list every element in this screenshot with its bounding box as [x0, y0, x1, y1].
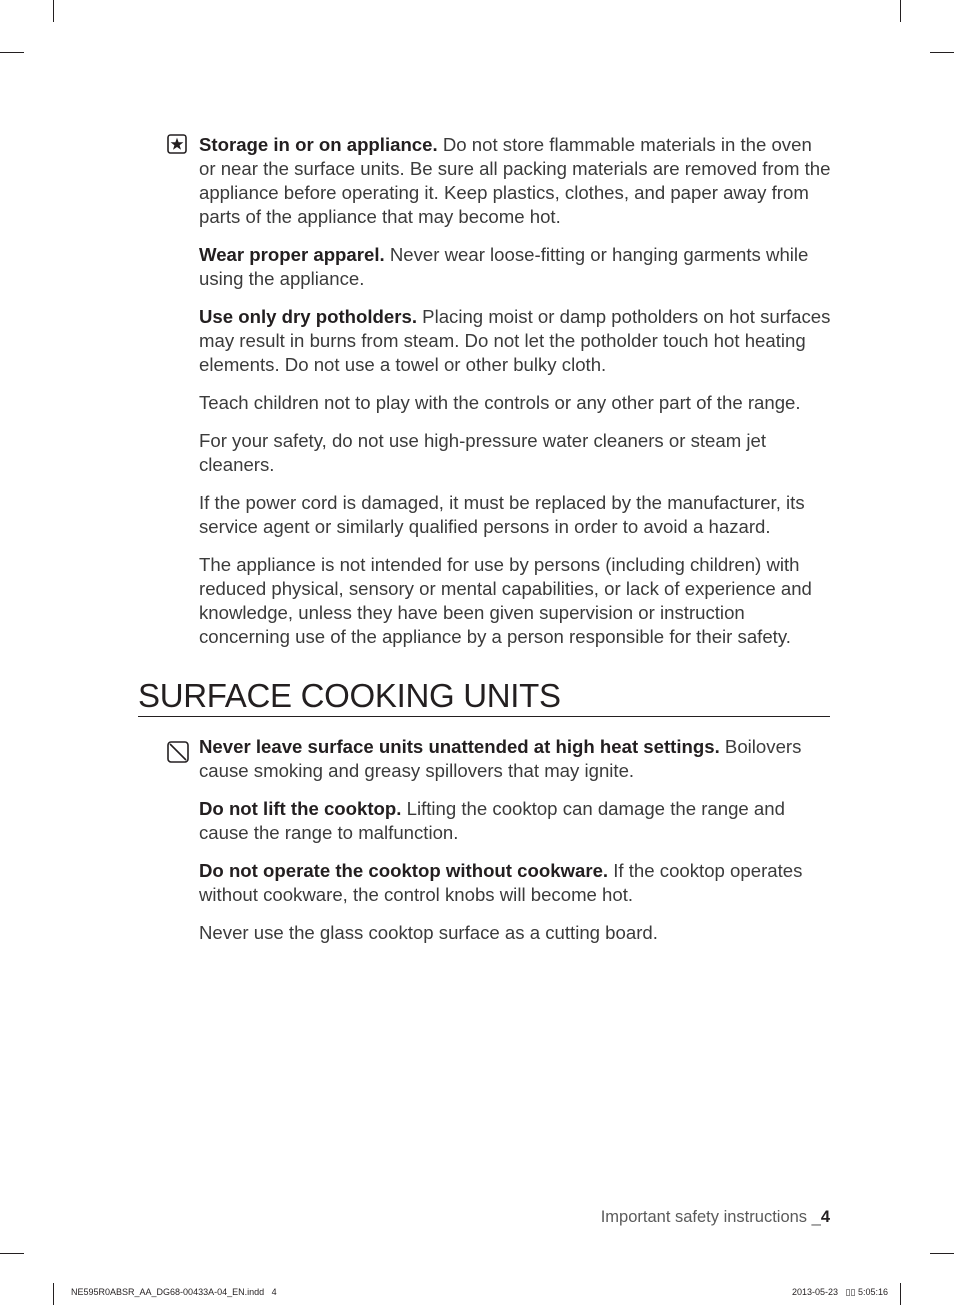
- crop-mark: [930, 52, 954, 53]
- section-paragraph: Never use the glass cooktop surface as a cutting board.: [199, 922, 658, 943]
- page-footer: [601, 1208, 830, 1227]
- slug-file: NE595R0ABSR_AA_DG68-00433A-04_EN.indd 4: [71, 1287, 277, 1297]
- footer-label: Important safety instructions _: [600, 1208, 821, 1226]
- caution-paragraph: If the power cord is damaged, it must be replaced by the manufacturer, its service agent or similarly qualified persons in order to avoid a hazard.: [199, 492, 805, 537]
- caution-paragraph: Use only dry potholders. Placing moist or damp potholders on hot surfaces may result in burns from steam. Do not let the potholder touch hot heating elements. Do not use a towel or other bulky cloth.: [199, 306, 831, 375]
- prohibited-icon: [167, 741, 189, 763]
- section-rule: [138, 716, 830, 717]
- caution-paragraph: Teach children not to play with the controls or any other part of the range.: [199, 392, 801, 413]
- crop-mark: [0, 52, 24, 53]
- crop-mark: [0, 1253, 24, 1254]
- star-icon: [167, 134, 187, 154]
- slug-timestamp: 2013-05-23 ▯▯ 5:05:16: [792, 1287, 888, 1297]
- crop-mark: [53, 0, 54, 22]
- caution-paragraph: Wear proper apparel. Never wear loose-fitting or hanging garments while using the appliance.: [199, 244, 809, 289]
- surface-units-block: [199, 735, 831, 959]
- caution-block: [199, 133, 831, 663]
- crop-mark: [900, 0, 901, 22]
- caution-paragraph: For your safety, do not use high-pressure water cleaners or steam jet cleaners.: [199, 430, 767, 475]
- caution-paragraph: The appliance is not intended for use by persons (including children) with reduced physical, sensory or mental capabilities, or lack of experience and knowledge, unless they have been given supervision or instruction concerning use of the appliance by a person responsible for their safety.: [199, 554, 812, 647]
- page-number: 4: [820, 1208, 830, 1226]
- section-title: SURFACE COOKING UNITS: [138, 677, 561, 714]
- caution-paragraph: Storage in or on appliance. Do not store flammable materials in the oven or near the surface units. Be sure all packing materials are removed from the appliance before operating it. Keep plastics, clothes, and paper away from parts of the appliance that may become hot.: [199, 134, 831, 227]
- crop-mark: [900, 1283, 901, 1305]
- section-paragraph: Do not operate the cooktop without cookware. If the cooktop operates without cookware, the control knobs will become hot.: [199, 860, 803, 905]
- crop-mark: [53, 1283, 54, 1305]
- section-paragraph: Do not lift the cooktop. Lifting the cooktop can damage the range and cause the range to malfunction.: [199, 798, 785, 843]
- crop-mark: [930, 1253, 954, 1254]
- section-paragraph: Never leave surface units unattended at high heat settings. Boilovers cause smoking and greasy spillovers that may ignite.: [199, 736, 802, 781]
